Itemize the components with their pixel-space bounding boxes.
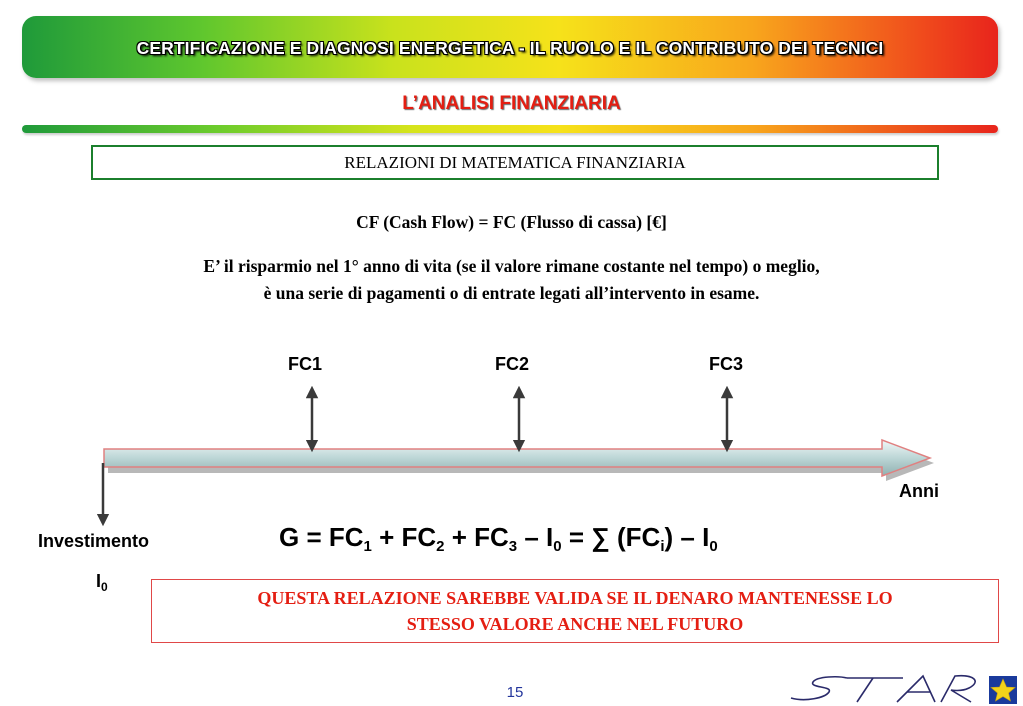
- validity-note-box: [151, 579, 999, 643]
- validity-note-line-2: STESSO VALORE ANCHE NEL FUTURO: [406, 614, 744, 634]
- cf-definition: CF (Cash Flow) = FC (Flusso di cassa) [€]: [356, 212, 667, 232]
- section-title: L’ANALISI FINANZIARIA: [402, 93, 621, 114]
- page-number: 15: [506, 684, 524, 701]
- header-banner: [22, 16, 998, 78]
- gain-formula: $G = FC_1 + FC_2 + FC_3 - I_0$ = ∑ $(FC_i) - I_0$: [279, 522, 718, 555]
- description-line-1: E’ il risparmio nel 1° anno di vita (se il valore rimane costante nel tempo) o meglio,: [203, 256, 820, 276]
- divider-bar: [22, 125, 998, 133]
- axis-label-anni: Anni: [899, 481, 939, 501]
- fc3-label: FC3: [709, 354, 744, 374]
- investment-symbol: $I_0$: [96, 571, 108, 594]
- validity-note-line-1: QUESTA RELAZIONE SAREBBE VALIDA SE IL DENARO MANTENESSE LO: [257, 588, 893, 608]
- math-relations-box: RELAZIONI DI MATEMATICA FINANZIARIA: [91, 145, 939, 180]
- star-logo-text: [791, 676, 975, 702]
- fc1-label: FC1: [288, 354, 323, 374]
- description: [60, 253, 963, 307]
- star-logo: [785, 672, 1023, 706]
- description-line-2: è una serie di pagamenti o di entrate legati all’intervento in esame.: [263, 283, 760, 303]
- cash-flow-timeline: [0, 340, 1023, 600]
- investment-label: Investimento: [38, 531, 150, 551]
- fc2-label: FC2: [495, 354, 530, 374]
- header-title: CERTIFICAZIONE E DIAGNOSI ENERGETICA - IL RUOLO E IL CONTRIBUTO DEI TECNICI: [136, 38, 884, 58]
